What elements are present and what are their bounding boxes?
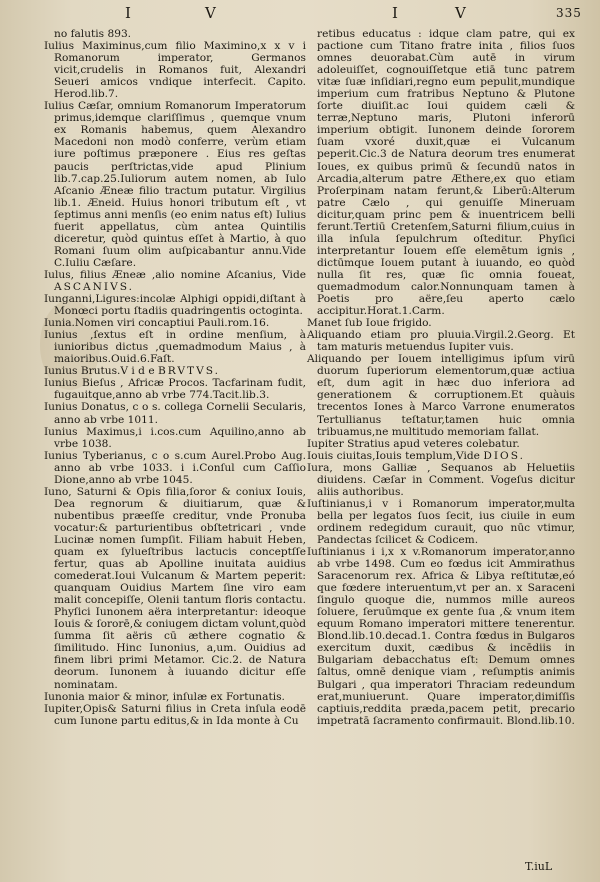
entry-text: Iunius ,ſextus eſt in ordine menſium, à iunioribus dictus ,quemadmodum Maius , à maioribus.Ouid.6.Faſt. [44,329,306,366]
dictionary-entry [44,317,306,329]
dictionary-entry [307,462,575,498]
dictionary-entry [44,40,306,100]
entry-text: Iunonia maior & minor, inſulæ ex Fortunatis. [44,690,285,703]
dictionary-entry [307,498,575,546]
entry-text: Iulius Cæſar, omnium Romanorum Imperatorum primus,idemque clariſſimus , quemque vnum ex Romanis habemus, quem Alexandro Macedoni non modò conferre, verùm etiam iure poſtimus præponere . Eius res geſtas paucis perſtrictas,vide apud Plinium lib.7.cap.25.Iuliorum autem nomen, ab Iulo Aſcanio Æneæ filio tractum putatur. Virgilius lib.1. Æneid. Huius honori tributum eſt , vt ſeptimus anni menſis (eo enim natus eſt) Iulius fuerit appellatus, cùm antea Quintilis diceretur, quòd quintus eſſet à Martio, à quo Romani ſuum olim auſpicabantur annu.Vide C.Iuliu Cæſare. [44,100,306,269]
dictionary-entry [307,353,575,437]
entry-text: Iunius Tyberianus, c o s.cum Aurel.Probo Aug. anno ab vrbe 1033. i i.Conſul cum Caſſio Dione,anno ab vrbe 1045. [44,449,306,486]
entry-text: Iouis ciuitas,Iouis templum,Vide [307,449,480,462]
dictionary-entry [44,691,306,703]
dictionary-entry [307,329,575,353]
dictionary-entry [44,269,306,293]
header-letter: V [455,4,467,22]
entry-text: Manet ſub Ioue frigido. [307,317,432,330]
dictionary-entry [44,401,306,425]
catchword: T.iuL [525,860,553,873]
dictionary-entry [307,317,575,329]
entry-text: no falutis 893. [54,28,132,40]
cross-reference: DIOS. [483,449,525,462]
dictionary-entry [307,450,575,462]
entry-text: Iura, mons Galliæ , Sequanos ab Heluetiis diuidens. Cæſar in Comment. Vogeſus dicitur aliis authoribus. [307,461,575,498]
entry-text: Iunius Donatus, c o s. collega Cornelii Secularis, anno ab vrbe 1011. [44,401,306,426]
entry-text: Iupiter Stratius apud veteres colebatur. [307,437,520,450]
entry-text: Aliquando per Iouem intelligimus ipſum virū duorum ſuperiorum elementorum,quæ actiua eſt, dum agit in hæc duo inferiora ad generationem & corruptionem.Et quàuis trecentos Iones à Marco Varrone enumeratos Tertullianus teſtatur,tamen huic omnia tribuamus,ne multitudo memoriam fallat. [307,353,575,438]
dictionary-entry [307,546,575,727]
left-text-column [44,28,306,727]
entry-text: Iunius Brutus.V i d e [44,365,155,378]
dictionary-entry [44,329,306,365]
page-number: 335 [556,6,582,20]
entry-text: Iuſtinianus,i v i Romanorum imperator,multa bella per legatos ſuos ſecit, ius ciuile in eum ordinem redegidum curauit, quo nūc vtimur, Pandectas ſcilicet & Codicem. [307,497,575,546]
dictionary-entry [44,293,306,317]
dictionary-entry [44,703,306,727]
header-letter: V [205,4,217,22]
dictionary-entry [44,365,306,377]
entry-text: Iupiter,Opis& Saturni filius in Creta inſula eodē cum Iunone partu editus,& in Ida monte à Cu [44,702,306,727]
entry-text: Iulius Maximinus,cum filio Maximino,x x v i Romanorum imperator, Germanos vicit,crudelis in Romanos fuit, Alexandri Seueri amicos vndique interfecit. Capito. Herod.lib.7. [44,40,306,101]
dictionary-entry [44,450,306,486]
dictionary-entry [44,100,306,269]
header-letter: I [125,4,132,22]
entry-text: Iunius Bieſus , Africæ Procos. Tacfarinam fudit, fugauitque,anno ab vrbe 774.Tacit.lib.3. [44,377,306,402]
dictionary-entry [44,486,306,691]
entry-text: Iunganni,Ligures:incolæ Alphigi oppidi,diſtant à Monœci portu ſtadiis quadringentis octoginta. [44,293,306,318]
dictionary-entry [44,377,306,401]
dictionary-entry [44,28,306,40]
entry-text: Iulus, filius Æneæ ,alio nomine Aſcanius, Vide [44,268,306,281]
entry-text: Iunia.Nomen viri concaptiui Pauli.rom.16. [44,317,270,330]
running-header [0,4,600,26]
entry-text: retibus educatus : idque clam patre, qui ex pactione cum Titano fratre inita , filios ſuos omnes deuorabat.Cùm autē in virum adoleuiſſet, cognouiſſetque etiā tunc patrem vitæ ſuæ inſidiari,regno eum pepulit,mundique imperium cum fratribus Neptuno & Plutone ſorte diuiſit.ac Ioui quidem cæli & terræ,Neptuno maris, Plutoni inferorū imperium obtigit. Iunonem deinde ſororem ſuam vxoré duxit,quæ ei Vulcanum peperit.Cic.3 de Natura deorum tres enumerat Ioues, ex quibus primū & ſecundū natos in Arcadia,alterum patre Æthere,ex quo etiam Proſerpinam natam ferunt,& Liberū:Alterum patre Cælo , qui genuiſſe Mineruam dicitur,quam princ pem & inuentricem belli ferunt.Tertiū Cretenſem,Saturni filium,cuius in illa inſula ſepulchrum oſteditur. Phyſici interpretantur Iouem eſſe elemētum ignis , dictūmque Iouem putant à iuuando, eo quòd nulla ſit res, quæ ſic omnia foueat, quemadmodum calor.Nonnunquam tamen à Poetis pro aëre,ſeu aperto cælo accipitur.Horat.1.Carm. [317,28,575,318]
cross-reference: ASCANIVS. [54,280,135,293]
dictionary-entry [307,28,575,317]
header-letter: I [392,4,399,22]
entry-text: Iuno, Saturni & Opis filia,ſoror & coniux Iouis, Dea regnorum & diuitiarum, quæ & nubentibus præeſſe creditur, vnde Pronuba vocatur:& parturientibus obſtetricari , vnde Lucinæ nomen ſumpſit. Filiam habuit Heben, quam ex ſylueſtribus lactucis conceptſſe fertur, quas ab Apolline inuitata auidius comederat.Ioui Vulcanum & Martem peperit: quanquam Ouidius Martem ſine viro eam malit concepiſſe, Olenii tantum floris contactu. Phyſici Iunonem aëra interpretantur: ideoque Iouis & ſororē,& coniugem dictam volunt,quòd ſumma ſit aëris cū æthere cognatio & ſimilitudo. Hinc Iunonius, a,um. Ouidius ad finem libri primi Metamor. Cic.2. de Natura deorum. Iunonem à iuuando dicitur eſſe nominatam. [44,485,306,691]
right-text-column [307,28,575,727]
cross-reference: BRVTVS. [157,365,220,378]
entry-text: Iuſtinianus i i,x x v.Romanorum imperator,anno ab vrbe 1498. Cum eo fœdus icit Ammirathus Saracenorum rex. Africa & Libya reſtitutæ,eó que fœdere interuentum,vt per an. x Saraceni ſingulo quoque die, nummos mille aureos ſoluere, ſeruūmque ex gente ſua ,& vnum item equum Romano imperatori mittere tenerentur. Blond.lib.10.decad.1. Contra fœdus in Bulgaros exercitum duxit, cædibus & incēdiis in Bulgariam debacchatus eſt: Demum omnes ſaltus, omnē denique viam , reſumptis animis Bulgari , qua imperatori Thraciam redeundum erat,muniuerunt. Quare imperator,dimiſſis captiuis,reddita præda,pacem petit, precario impetratā ſacramento confirmauit. Blond.lib.10. [307,546,575,727]
entry-text: Aliquando etiam pro pluuia.Virgil.2.Georg. Et tam maturis metuendus Iupiter vuis. [307,329,575,354]
dictionary-entry [44,426,306,450]
entry-text: Iunius Maximus,i i.cos.cum Aquilino,anno ab vrbe 1038. [44,425,306,450]
dictionary-entry [307,438,575,450]
